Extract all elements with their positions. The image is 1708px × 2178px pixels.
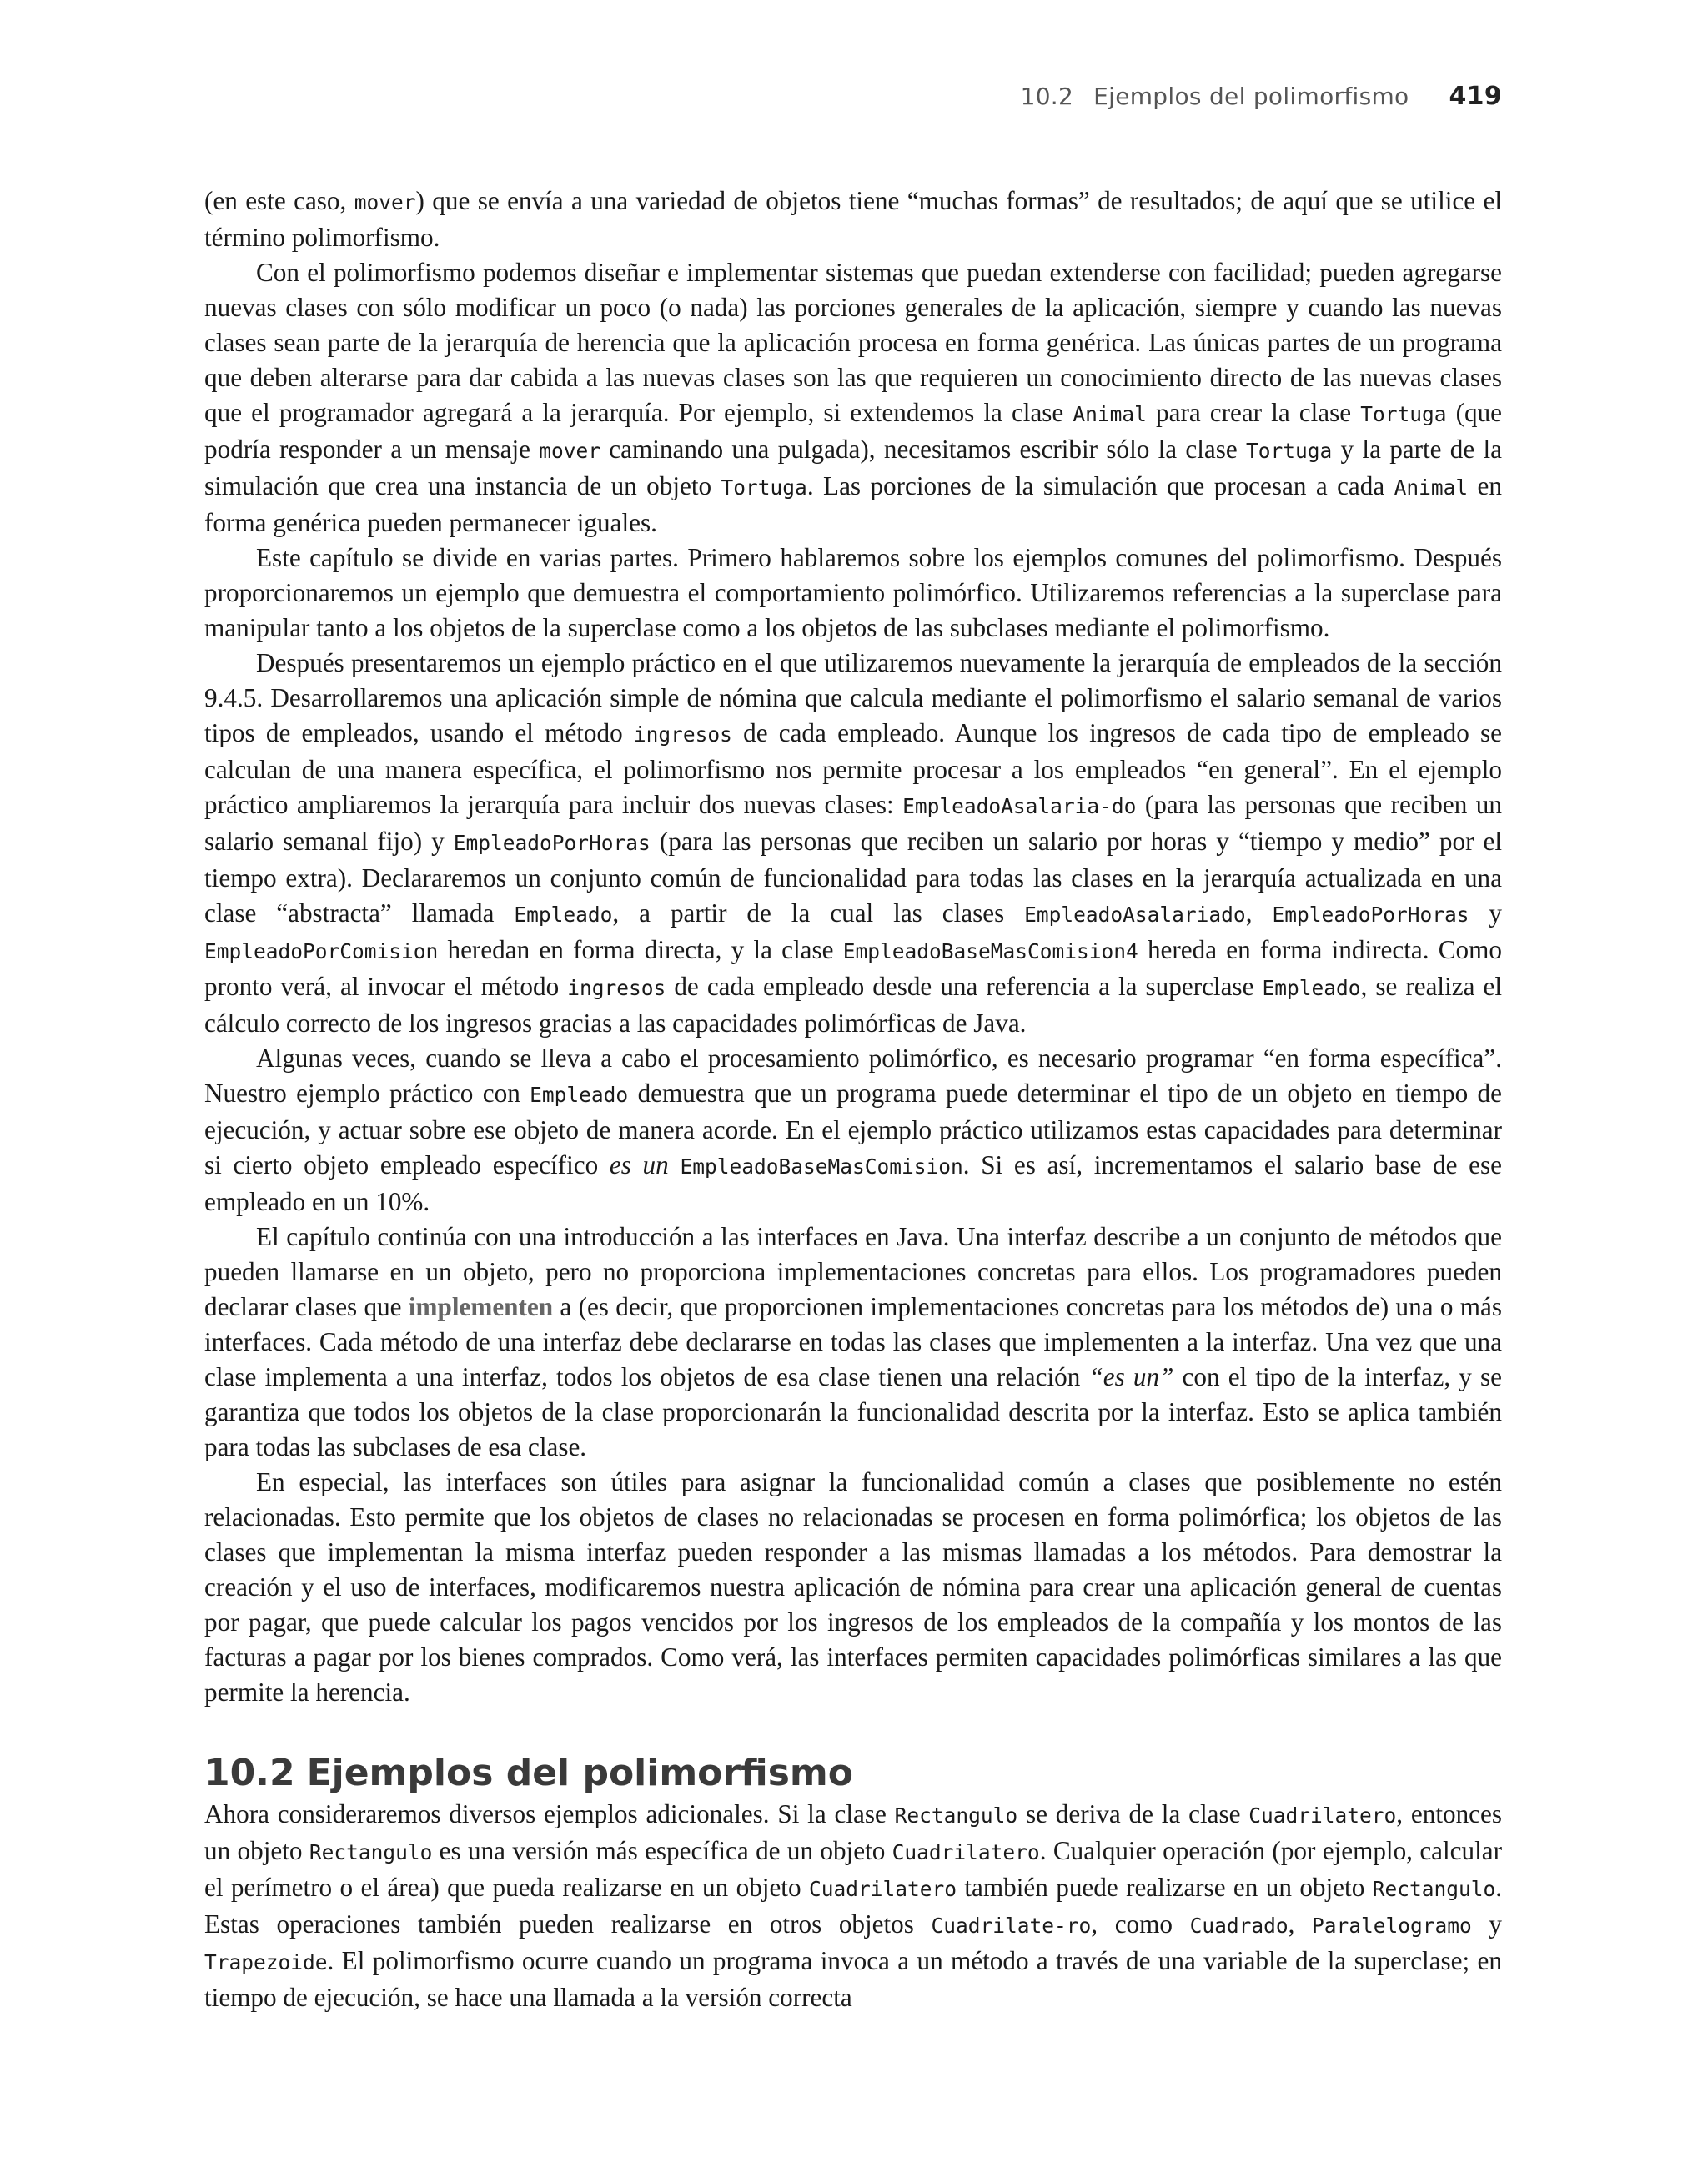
- paragraph-6: El capítulo continúa con una introducción a las interfaces en Java. Una interfaz describe a un conjunto de métodos que pueden llamarse en un objeto, pero no proporciona implementaciones concretas para ellos. Los programadores pueden declarar clases que implementen a (es decir, que proporcionen implementaciones concretas para los métodos de) una o más interfaces. Cada método de una interfaz debe declararse en todas las clases que implementen a la interfaz. Una vez que una clase implementa a una interfaz, todos los objetos de esa clase tienen una relación “es un” con el tipo de la interfaz, y se garantiza que todos los objetos de la clase proporcionarán la funcionalidad descrita por la interfaz. Esto se aplica también para todas las subclases de esa clase.: [204, 1222, 1503, 1461]
- paragraph-5: Algunas veces, cuando se lleva a cabo el procesamiento polimórfico, es necesario programar “en forma específica”. Nuestro ejemplo práctico con Empleado demuestra que un programa puede determinar el tipo de un objeto en tiempo de ejecución, y actuar sobre ese objeto de manera acorde. En el ejemplo práctico utilizamos estas capacidades para determinar si cierto objeto empleado específico es un EmpleadoBaseMasComision. Si es así, incrementamos el salario base de ese empleado en un 10%.: [204, 1044, 1503, 1216]
- code-empleado-asalariado: EmpleadoAsalariado: [1024, 903, 1246, 927]
- running-head: [204, 82, 1502, 111]
- code-tortuga: Tortuga: [1246, 439, 1333, 463]
- running-head-title: Ejemplos del polimorfismo: [1093, 83, 1409, 110]
- code-empleado-por-horas: EmpleadoPorHoras: [1272, 903, 1469, 927]
- section-number: 10.2: [204, 1752, 295, 1794]
- code-rectangulo: Rectangulo: [894, 1803, 1018, 1828]
- code-tortuga: Tortuga: [721, 475, 807, 500]
- code-empleado: Empleado: [1262, 976, 1361, 1000]
- keyword-implementen: implementen: [408, 1292, 554, 1321]
- code-empleado-asalariado: EmpleadoAsalaria-do: [902, 794, 1137, 818]
- paragraph-1: (en este caso, mover) que se envía a una variedad de objetos tiene “muchas formas” de resultados; de aquí que se utilice el término polimorfismo.: [204, 186, 1502, 252]
- section-heading: [204, 1750, 1502, 1797]
- code-animal: Animal: [1394, 475, 1469, 500]
- code-ingresos: ingresos: [633, 722, 732, 747]
- section-title: Ejemplos del polimorfismo: [306, 1752, 853, 1794]
- code-paralelogramo: Paralelogramo: [1312, 1914, 1472, 1938]
- code-mover: mover: [539, 439, 600, 463]
- paragraph-7: En especial, las interfaces son útiles para asignar la funcionalidad común a clases que posiblemente no estén relacionadas. Esto permite que los objetos de clases no relacionadas se procesen en forma polimórfica; los objetos de las clases que implementan la misma interfaz pueden responder a las mismas llamadas a los métodos. Para demostrar la creación y el uso de interfaces, modificaremos nuestra aplicación de nómina para crear una aplicación general de cuentas por pagar, que puede calcular los pagos vencidos por los ingresos de los empleados de la compañía y los montos de las facturas a pagar por los bienes comprados. Como verá, las interfaces permiten capacidades polimórficas similares a las que permite la herencia.: [204, 1467, 1502, 1707]
- code-animal: Animal: [1073, 402, 1147, 426]
- code-cuadrado: Cuadrado: [1189, 1914, 1289, 1938]
- code-rectangulo: Rectangulo: [1372, 1877, 1496, 1901]
- code-cuadrilatero: Cuadrilate-ro: [931, 1914, 1092, 1938]
- code-tortuga: Tortuga: [1360, 402, 1447, 426]
- code-mover: mover: [354, 190, 416, 214]
- emphasis-es-un: es un: [609, 1150, 669, 1180]
- code-cuadrilatero: Cuadrilatero: [1248, 1803, 1397, 1828]
- code-empleado: Empleado: [514, 903, 613, 927]
- paragraph-8: Ahora consideraremos diversos ejemplos adicionales. Si la clase Rectangulo se deriva de la clase Cuadrilatero, entonces un objeto Rectangulo es una versión más específica de un objeto Cuadrilatero. Cualquier operación (por ejemplo, calcular el perímetro o el área) que pueda realizarse en un objeto Cuadrilatero también puede realizarse en un objeto Rectangulo. Estas operaciones también pueden realizarse en otros objetos Cuadrilate-ro, como Cuadrado, Paralelogramo y Trapezoide. El polimorfismo ocurre cuando un programa invoca a un método a través de una variable de la superclase; en tiempo de ejecución, se hace una llamada a la versión correcta: [204, 1799, 1503, 2012]
- code-ingresos: ingresos: [567, 976, 666, 1000]
- code-rectangulo: Rectangulo: [309, 1840, 433, 1864]
- code-empleado-por-comision: EmpleadoPorComision: [204, 939, 439, 963]
- page-number: 419: [1449, 82, 1502, 111]
- code-empleado-base-mas-comision: EmpleadoBaseMasComision: [680, 1154, 963, 1179]
- paragraph-2: Con el polimorfismo podemos diseñar e implementar sistemas que puedan extenderse con facilidad; pueden agregarse nuevas clases con sólo modificar un poco (o nada) las porciones generales de la aplicación, siempre y cuando las nuevas clases sean parte de la jerarquía de herencia que la aplicación procesa en forma genérica. Las únicas partes de un programa que deben alterarse para dar cabida a las nuevas clases son las que requieren un conocimiento directo de las nuevas clases que el programador agregará a la jerarquía. Por ejemplo, si extendemos la clase Animal para crear la clase Tortuga (que podría responder a un mensaje mover caminando una pulgada), necesitamos escribir sólo la clase Tortuga y la parte de la simulación que crea una instancia de un objeto Tortuga. Las porciones de la simulación que procesan a cada Animal en forma genérica pueden permanecer iguales.: [204, 258, 1503, 537]
- paragraph-4: Después presentaremos un ejemplo práctico en el que utilizaremos nuevamente la jerarquía de empleados de la sección 9.4.5. Desarrollaremos una aplicación simple de nómina que calcula mediante el polimorfismo el salario semanal de varios tipos de empleados, usando el método ingresos de cada empleado. Aunque los ingresos de cada tipo de empleado se calculan de una manera específica, el polimorfismo nos permite procesar a los empleados “en general”. En el ejemplo práctico ampliaremos la jerarquía para incluir dos nuevas clases: EmpleadoAsalaria-do (para las personas que reciben un salario semanal fijo) y EmpleadoPorHoras (para las personas que reciben un salario por horas y “tiempo y medio” por el tiempo extra). Declararemos un conjunto común de funcionalidad para todas las clases en la jerarquía actualizada en una clase “abstracta” llamada Empleado, a partir de la cual las clases EmpleadoAsalariado, EmpleadoPorHoras y EmpleadoPorComision heredan en forma directa, y la clase EmpleadoBaseMasComision4 hereda en forma indirecta. Como pronto verá, al invocar el método ingresos de cada empleado desde una referencia a la superclase Empleado, se realiza el cálculo correcto de los ingresos gracias a las capacidades polimórficas de Java.: [204, 648, 1503, 1038]
- code-cuadrilatero: Cuadrilatero: [892, 1840, 1040, 1864]
- paragraph-3: Este capítulo se divide en varias partes. Primero hablaremos sobre los ejemplos comunes del polimorfismo. Después proporcionaremos un ejemplo que demuestra el comportamiento polimórfico. Utilizaremos referencias a la superclase para manipular tanto a los objetos de la superclase como a los objetos de las subclases mediante el polimorfismo.: [204, 543, 1502, 642]
- body-text: [204, 184, 1502, 2015]
- code-cuadrilatero: Cuadrilatero: [808, 1877, 957, 1901]
- code-empleado-base-mas-comision4: EmpleadoBaseMasComision4: [842, 939, 1138, 963]
- code-empleado-por-horas: EmpleadoPorHoras: [453, 831, 651, 855]
- emphasis-es-un: “es un”: [1088, 1362, 1174, 1391]
- code-empleado: Empleado: [530, 1083, 629, 1107]
- code-trapezoide: Trapezoide: [204, 1950, 328, 1974]
- running-head-section-number: 10.2: [1020, 83, 1074, 110]
